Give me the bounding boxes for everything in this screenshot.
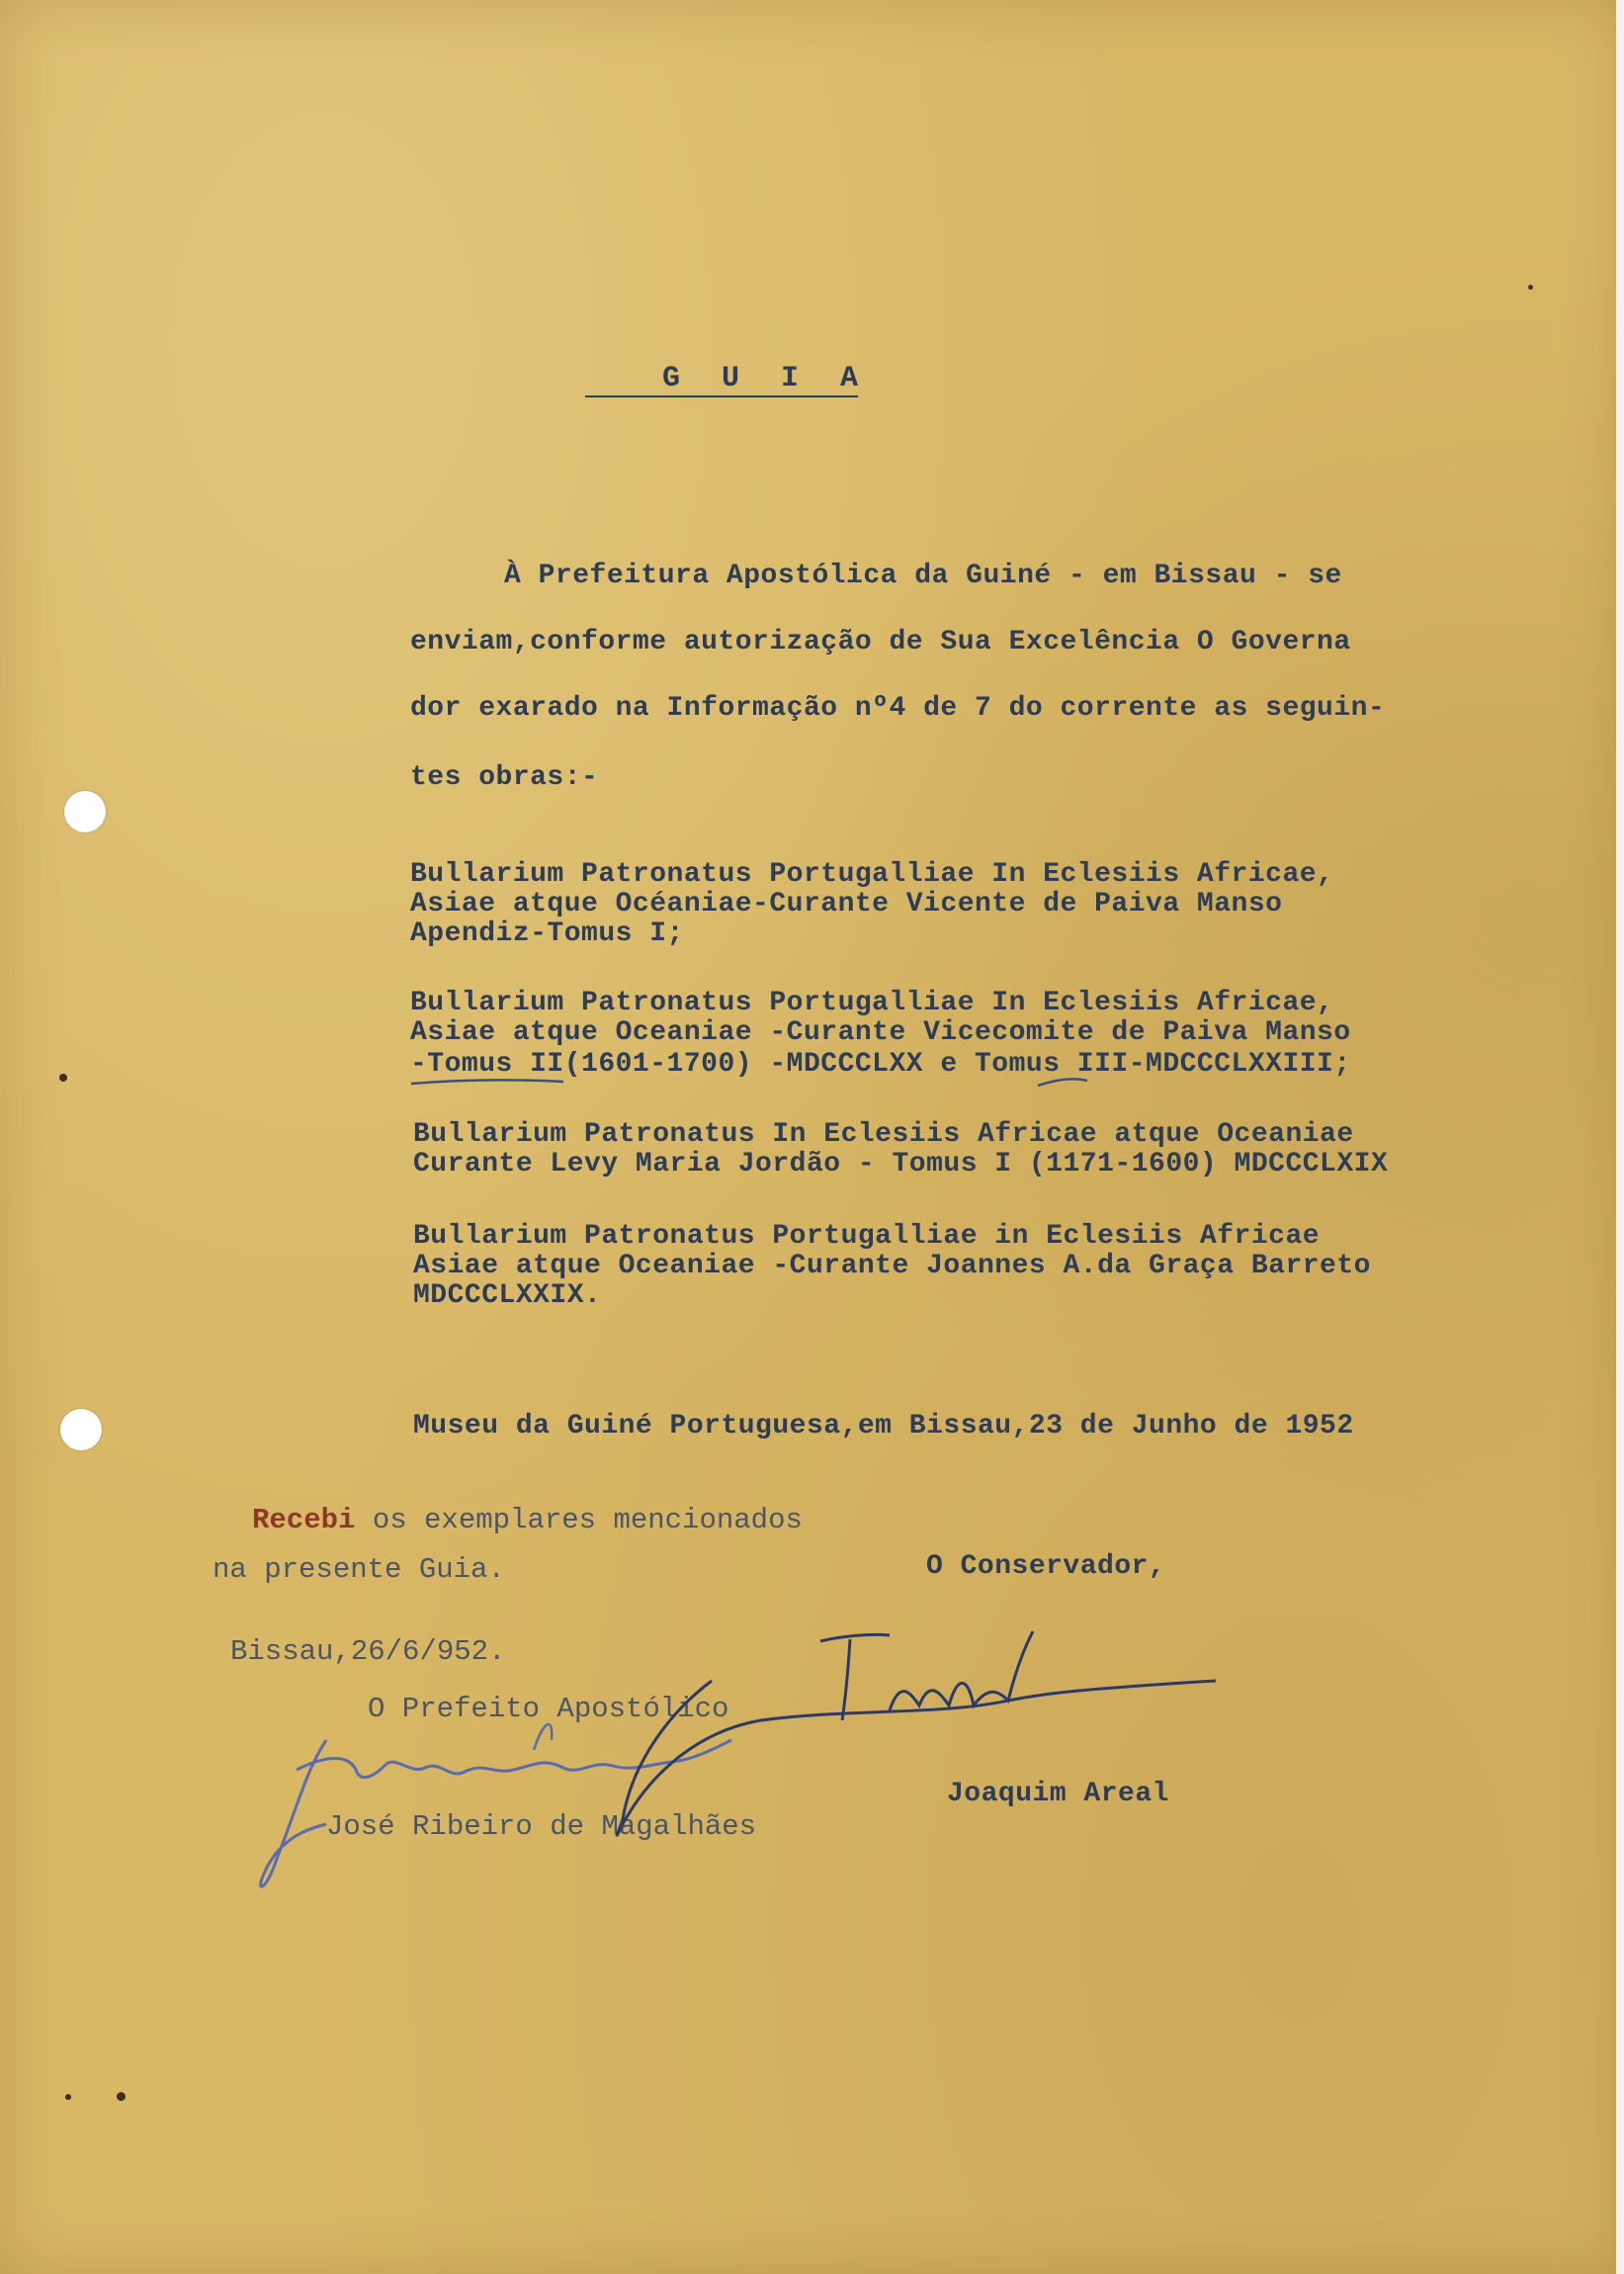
work-line: Apendiz-Tomus I;	[410, 918, 684, 949]
receipt-date: Bissau,26/6/952.	[230, 1635, 506, 1668]
work-line: -Tomus II(1601-1700) -MDCCCLXX e Tomus III-MDCCCLXXIII;	[410, 1049, 1351, 1080]
paper-speck	[117, 2092, 126, 2101]
hand-underline	[405, 1076, 1097, 1095]
paragraph-line: À Prefeitura Apostólica da Guiné - em Bissau - se	[504, 561, 1342, 591]
work-line: Asiae atque Océaniae-Curante Vicente de Paiva Manso	[410, 889, 1283, 919]
page-edge	[1616, 0, 1624, 2274]
work-line: Asiae atque Oceaniae -Curante Joannes A.da Graça Barreto	[413, 1251, 1371, 1281]
conservator-signature	[593, 1621, 1226, 1859]
paragraph-line: enviam,conforme autorização de Sua Excelência O Governa	[410, 627, 1351, 657]
conservator-name: Joaquim Areal	[947, 1779, 1169, 1809]
title-underline	[585, 395, 858, 397]
receipt-name: José Ribeiro de Magalhães	[326, 1810, 757, 1843]
receipt-office: O Prefeito Apostólico	[368, 1693, 729, 1725]
work-line: Bullarium Patronatus In Eclesiis Africae atque Oceaniae	[413, 1119, 1354, 1150]
work-line: Bullarium Patronatus Portugalliae in Eclesiis Africae	[413, 1221, 1321, 1252]
work-line: MDCCCLXXIX.	[413, 1280, 602, 1311]
punch-hole-bottom	[60, 1409, 102, 1450]
paper-speck	[65, 2094, 71, 2100]
punch-hole-top	[64, 791, 106, 832]
place-date: Museu da Guiné Portuguesa,em Bissau,23 de Junho de 1952	[413, 1411, 1354, 1442]
receipt-line-rest: os exemplares mencionados	[355, 1504, 803, 1536]
paragraph-line: tes obras:-	[410, 762, 599, 793]
work-line: Curante Levy Maria Jordão - Tomus I (1171-1600) MDCCCLXIX	[413, 1149, 1389, 1180]
receipt-first-word: Recebi	[252, 1504, 356, 1536]
receipt-line: na presente Guia.	[213, 1553, 505, 1586]
paper-speck	[59, 1074, 67, 1082]
work-line: Asiae atque Oceaniae -Curante Vicecomite de Paiva Manso	[410, 1017, 1351, 1048]
paragraph-line: dor exarado na Informação nº4 de 7 do corrente as seguin-	[410, 693, 1386, 724]
document-title: G U I A	[662, 362, 871, 395]
conservator-title: O Conservador,	[926, 1551, 1166, 1582]
work-line: Bullarium Patronatus Portugalliae In Eclesiis Africae,	[410, 859, 1334, 890]
receipt-line	[252, 1505, 803, 1536]
paper-speck	[1528, 285, 1533, 290]
work-line: Bullarium Patronatus Portugalliae In Eclesiis Africae,	[410, 988, 1334, 1018]
